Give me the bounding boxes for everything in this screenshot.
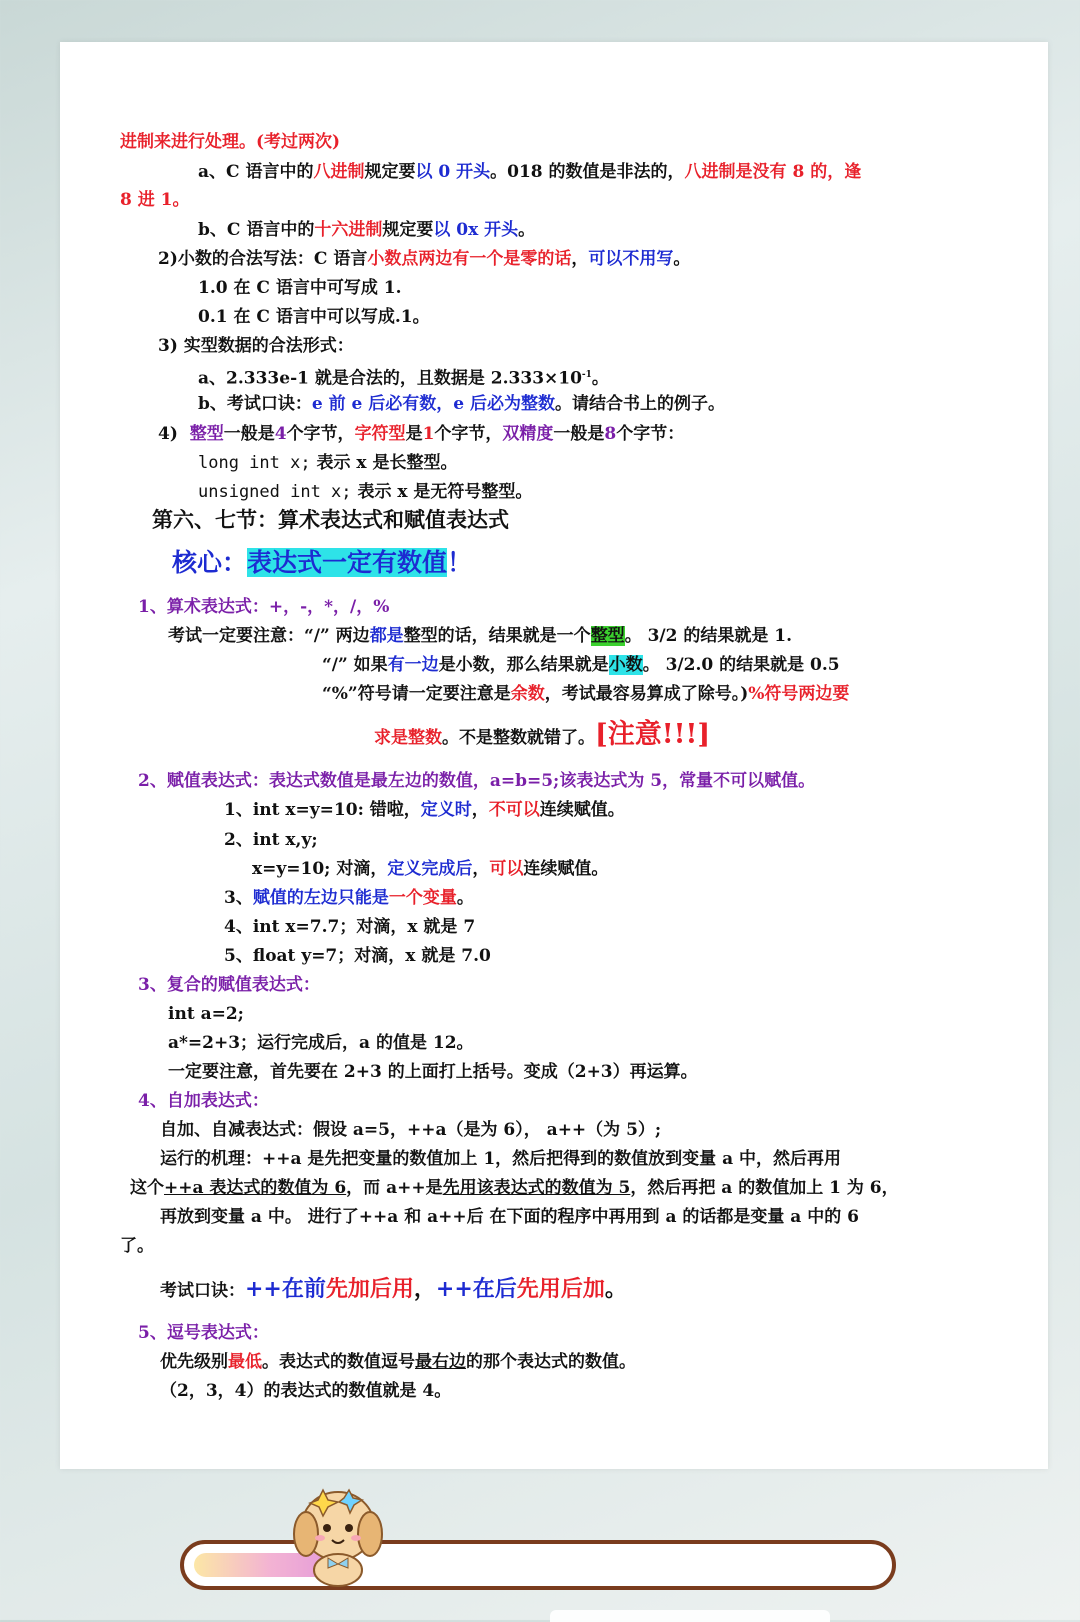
text-line: 0.1 在 C 语言中可以写成.1。 <box>198 307 430 327</box>
core-statement: 核心：表达式一定有数值！ <box>172 548 473 577</box>
subsection-title: 1、算术表达式：+，-，*，/，% <box>138 597 390 617</box>
text-line: long int x; 表示 x 是长整型。 <box>198 453 458 473</box>
text-line: 运行的机理：++a 是先把变量的数值加上 1，然后把得到的数值放到变量 a 中，然后再用 <box>160 1149 842 1169</box>
exam-mnemonic: 考试口诀：++在前先加后用，++在后先用后加。 <box>160 1276 627 1302</box>
text-line: 4、int x=7.7；对滴，x 就是 7 <box>224 917 476 937</box>
section-heading: 第六、七节：算术表达式和赋值表达式 <box>152 508 509 532</box>
text-line: 8 进 1。 <box>120 190 190 210</box>
text-line: 考试一定要注意：“/” 两边都是整型的话，结果就是一个整型。 3/2 的结果就是 1. <box>168 626 793 646</box>
text-line: “%”符号请一定要注意是余数，考试最容易算成了除号。)%符号两边要 <box>322 684 850 704</box>
text-line: b、C 语言中的十六进制规定要以 0x 开头。 <box>198 220 536 240</box>
text-line: 自加、自减表达式：假设 a=5，++a（是为 6）， a++（为 5）; <box>160 1120 662 1140</box>
text-line: 1.0 在 C 语言中可写成 1. <box>198 278 402 298</box>
text-line: 了。 <box>120 1236 154 1256</box>
progress-bar <box>180 1540 896 1590</box>
text-line: 再放到变量 a 中。 进行了++a 和 a++后 在下面的程序中再用到 a 的话都是变量 a 中的 6 <box>160 1207 859 1227</box>
text-line: 5、float y=7；对滴，x 就是 7.0 <box>224 946 491 966</box>
text-line: unsigned int x; 表示 x 是无符号整型。 <box>198 482 533 502</box>
progress-decoration <box>180 1540 900 1594</box>
text-line: 进制来进行处理。(考过两次) <box>120 132 341 152</box>
text-line: （2，3，4）的表达式的数值就是 4。 <box>160 1381 452 1401</box>
text-line: “/” 如果有一边是小数，那么结果就是小数。 3/2.0 的结果就是 0.5 <box>322 655 840 675</box>
text-line: x=y=10; 对滴，定义完成后，可以连续赋值。 <box>252 859 609 879</box>
text-line: 优先级别最低。表达式的数值逗号最右边的那个表达式的数值。 <box>160 1352 636 1372</box>
text-line: a、2.333e-1 就是合法的，且数据是 $2.333\times 10^{-1}$。 <box>198 368 609 389</box>
subsection-title: 5、逗号表达式： <box>138 1323 269 1343</box>
text-line: 3、赋值的左边只能是一个变量。 <box>224 888 474 908</box>
text-line: a、C 语言中的八进制规定要以 0 开头。018 的数值是非法的，八进制是没有 8 的，逢 <box>198 162 862 182</box>
text-line: 这个++a 表达式的数值为 6，而 a++是先用该表达式的数值为 5，然后再把 a 的数值加上 1 为 6， <box>130 1178 899 1198</box>
text-line: 1、int x=y=10: 错啦，定义时，不可以连续赋值。 <box>224 800 625 820</box>
subsection-title: 2、赋值表达式：表达式数值是最左边的数值，a=b=5;该表达式为 5，常量不可以赋值。 <box>138 771 816 791</box>
text-line: 2、int x,y; <box>224 830 318 850</box>
text-line: 2)小数的合法写法：C 语言小数点两边有一个是零的话，可以不用写。 <box>158 249 691 269</box>
text-line: 求是整数。不是整数就错了。[注意!!!] <box>374 719 711 750</box>
text-line: b、考试口诀：e 前 e 后必有数，e 后必为整数。请结合书上的例子。 <box>198 394 726 414</box>
text-line: 一定要注意，首先要在 2+3 的上面打上括号。变成（2+3）再运算。 <box>168 1062 698 1082</box>
text-line: a*=2+3；运行完成后，a 的值是 12。 <box>168 1033 474 1053</box>
decorative-shape <box>550 1610 830 1622</box>
subsection-title: 4、自加表达式： <box>138 1091 269 1111</box>
text-line: 3) 实型数据的合法形式： <box>158 336 354 356</box>
text-line: 4) 整型一般是4个字节，字符型是1个字节，双精度一般是8个字节： <box>158 424 685 444</box>
text-line: int a=2; <box>168 1004 244 1024</box>
subsection-title: 3、复合的赋值表达式： <box>138 975 320 995</box>
document-page <box>60 42 1048 1469</box>
puppy-mascot-icon <box>292 1478 384 1588</box>
